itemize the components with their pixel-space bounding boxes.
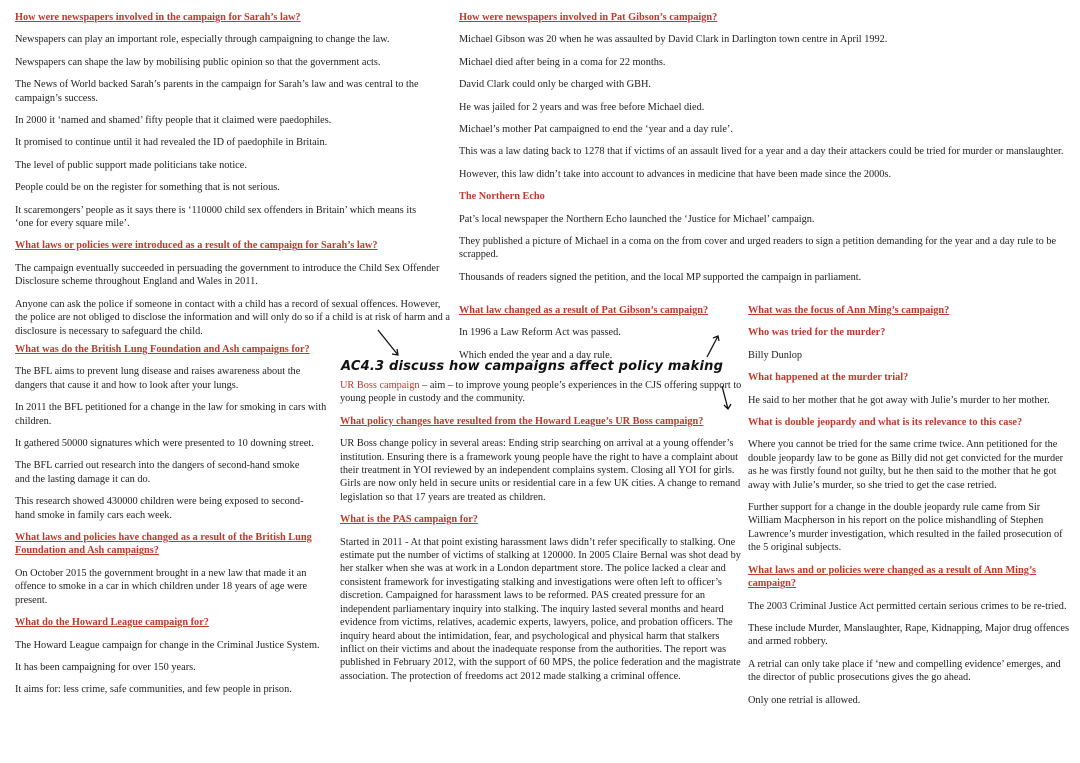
question-heading: What was do the British Lung Foundation and Ash campaigns for? xyxy=(15,344,310,355)
text-paragraph: The level of public support made politicians take notice. xyxy=(15,159,247,171)
question-heading: What do the Howard League campaign for? xyxy=(15,617,209,629)
question-heading: What laws and or policies were changed as a result of Ann Ming’s campaign? xyxy=(748,564,1036,590)
text-paragraph: He said to her mother that he got away with Julie’s murder to her mother. xyxy=(748,394,1050,406)
pat-gibson-section xyxy=(459,11,1069,284)
section-heading: What is double jeopardy and what is its relevance to this case? xyxy=(748,417,1023,429)
text-paragraph: The News of World backed Sarah’s parents in the campaign for Sarah’s law and was central to the campaign’s success. xyxy=(15,79,419,104)
text-paragraph: This was a law dating back to 1278 that if victims of an assault lived for a year and a day their attackers could be tried for murder or manslaughter. xyxy=(459,146,1064,158)
text-paragraph: Newspapers can play an important role, especially through campaigning to change the law. xyxy=(15,34,390,46)
section-heading: Who was tried for the murder? xyxy=(748,327,886,339)
text-paragraph: It promised to continue until it had revealed the ID of paedophile in Britain. xyxy=(15,137,328,149)
text-paragraph: Anyone can ask the police if someone in contact with a child has a record of sexual offences. However, the police are not obliged to disclose the information and will only do so if a child is at risk of harm and a disclosure is necessary to safeguard the child. xyxy=(15,298,450,337)
text-paragraph: Only one retrial is allowed. xyxy=(748,694,861,706)
text-paragraph: Pat’s local newspaper the Northern Echo launched the ‘Justice for Michael’ campaign. xyxy=(459,213,815,225)
question-heading: What laws and policies have changed as a result of the British Lung Foundation and Ash campaigns? xyxy=(15,532,312,557)
text-paragraph: Michael died after being in a coma for 22 months. xyxy=(459,56,666,68)
text-paragraph: The BFL carried out research into the dangers of second-hand smoke and the lasting damage it can do. xyxy=(15,460,300,485)
question-heading: How were newspapers involved in Pat Gibson’s campaign? xyxy=(459,12,718,23)
text-paragraph: It gathered 50000 signatures which were presented to 10 downing street. xyxy=(15,438,314,450)
ann-ming-section xyxy=(748,304,1070,707)
text-paragraph: In 2000 it ‘named and shamed’ fifty people that it claimed were paedophiles. xyxy=(15,115,332,127)
middle-column-bottom xyxy=(340,379,742,683)
text-paragraph: The Howard League campaign for change in the Criminal Justice System. xyxy=(15,639,320,651)
question-heading: What was the focus of Ann Ming’s campaign? xyxy=(748,305,950,316)
text-paragraph xyxy=(340,379,742,406)
text-paragraph: The campaign eventually succeeded in persuading the government to introduce the Child Sex Offender Disclosure scheme throughout England and Wales in 2011. xyxy=(15,262,440,288)
question-heading: What law changed as a result of Pat Gibson’s campaign? xyxy=(459,305,709,316)
text-paragraph: Michael’s mother Pat campaigned to end the ‘year and a day rule’. xyxy=(459,124,733,136)
text-paragraph: Further support for a change in the double jeopardy rule came from Sir William Macpherson in his report on the police mishandling of Stephen Lawrence’s murder investigation, which resulted in the failed prosecution of the 5 original subjects. xyxy=(748,502,1063,554)
text-paragraph: The BFL aims to prevent lung disease and raises awareness about the dangers that cause it and how to look after your lungs. xyxy=(15,366,301,391)
text-paragraph: It scaremongers’ people as it says there is ‘110000 child sex offenders in Britain’ which means its ‘one for every square mile’. xyxy=(15,204,417,230)
text-paragraph: They published a picture of Michael in a coma on the from cover and urged readers to sign a petition demanding for the year and a day rule to be scrapped. xyxy=(459,236,1057,261)
text-paragraph: Which ended the year and a day rule. xyxy=(459,349,613,361)
text-paragraph: These include Murder, Manslaughter, Rape, Kidnapping, Major drug offences and armed robbery. xyxy=(748,622,1069,648)
text-paragraph: David Clark could only be charged with GBH. xyxy=(459,79,651,91)
text-paragraph: On October 2015 the government brought in a new law that made it an offence to smoke in a car in which children under 18 years of age were present. xyxy=(15,567,308,606)
left-column-top xyxy=(15,11,453,338)
text-paragraph: Newspapers can shape the law by mobilising public opinion so that the government acts. xyxy=(15,56,381,68)
text-paragraph: A retrial can only take place if ‘new and compelling evidence’ emerges, and the director of public prosecutions gives the go ahead. xyxy=(748,658,1061,684)
text-paragraph: People could be on the register for something that is not serious. xyxy=(15,182,280,194)
law-changed-section xyxy=(459,304,749,362)
question-heading: What laws or policies were introduced as a result of the campaign for Sarah’s law? xyxy=(15,240,378,252)
page-title: AC4.3 discuss how campaigns affect policy making xyxy=(341,359,724,374)
arrow-left-head-icon xyxy=(392,349,398,355)
left-column-bottom xyxy=(15,343,330,697)
text-paragraph: This research showed 430000 children were being exposed to second-hand smoke in family cars each week. xyxy=(15,496,304,521)
section-heading: The Northern Echo xyxy=(459,191,545,203)
text-paragraph: It has been campaigning for over 150 years. xyxy=(15,661,196,673)
text-paragraph: UR Boss change policy in several areas: Ending strip searching on arrival at a young offender’s institution. Ensuring there is a framework young people have the right to have a complaint about their treatment in YOI reviewed by an independent complains system. Closing all YOI for girls. Girls are now only held in secure units or residential care in a few UK cities. A change to remand legislation so that 17 years are treated as children. xyxy=(340,438,741,503)
text-paragraph: Billy Dunlop xyxy=(748,349,803,361)
text-paragraph: However, this law didn’t take into account to advances in medicine that have been made since the 2000s. xyxy=(459,168,892,180)
text-paragraph: Thousands of readers signed the petition, and the local MP supported the campaign in parliament. xyxy=(459,271,862,283)
question-heading: How were newspapers involved in the campaign for Sarah’s law? xyxy=(15,12,301,23)
text-paragraph: Started in 2011 - At that point existing harassment laws didn’t refer specifically to stalking. One estimate put the number of victims of stalking at 120000. In 2005 Claire Bernal was shot dead by her stalker when she was at work in a London department store. The police lacked a clear and consistent framework for investigating stalking and investigations were often left to officer’s discretion. Campaigned for harassment laws to be reformed. PAS created pressure for an independent parliamentary inquiry into stalking. The inquiry lasted several months and heard evidence from victims, relatives, academic experts, lawyers, police, and probation officers. The inquiry heard about the intimidation, fear, and psychological and physical harm that stalkers inflict on their victims and about the inadequate response from the authorities. The report was published in February 2012, with the support of 60 MPS, the police federation and the magistrate association. The protection of freedoms act 2012 made stalking a criminal offence. xyxy=(340,536,741,682)
text-paragraph: Michael Gibson was 20 when he was assaulted by David Clark in Darlington town centre in April 1992. xyxy=(459,34,888,46)
text-paragraph: It aims for: less crime, safe communities, and few people in prison. xyxy=(15,684,292,696)
question-heading: What policy changes have resulted from the Howard League’s UR Boss campaign? xyxy=(340,415,704,427)
question-heading: What is the PAS campaign for? xyxy=(340,514,478,526)
text-paragraph: Where you cannot be tried for the same crime twice. Ann petitioned for the double jeopardy law to be gone as Billy did not get convicted for the murder as he was firstly found not guilty, but he then said to the mother that he got away with Julie’s murder, so she tried to get the case retried. xyxy=(748,439,1064,491)
text-paragraph: In 1996 a Law Reform Act was passed. xyxy=(459,327,621,339)
ur-boss-text: – aim – to improve young people’s experiences in the CJS offering support to young people in custody and the community. xyxy=(340,380,742,405)
text-paragraph: He was jailed for 2 years and was free before Michael died. xyxy=(459,101,705,113)
text-paragraph: The 2003 Criminal Justice Act permitted certain serious crimes to be re-tried. xyxy=(748,600,1067,612)
section-heading: What happened at the murder trial? xyxy=(748,372,909,384)
text-paragraph: In 2011 the BFL petitioned for a change in the law for smoking in cars with children. xyxy=(15,402,327,427)
ur-boss-label: UR Boss campaign xyxy=(340,380,420,391)
